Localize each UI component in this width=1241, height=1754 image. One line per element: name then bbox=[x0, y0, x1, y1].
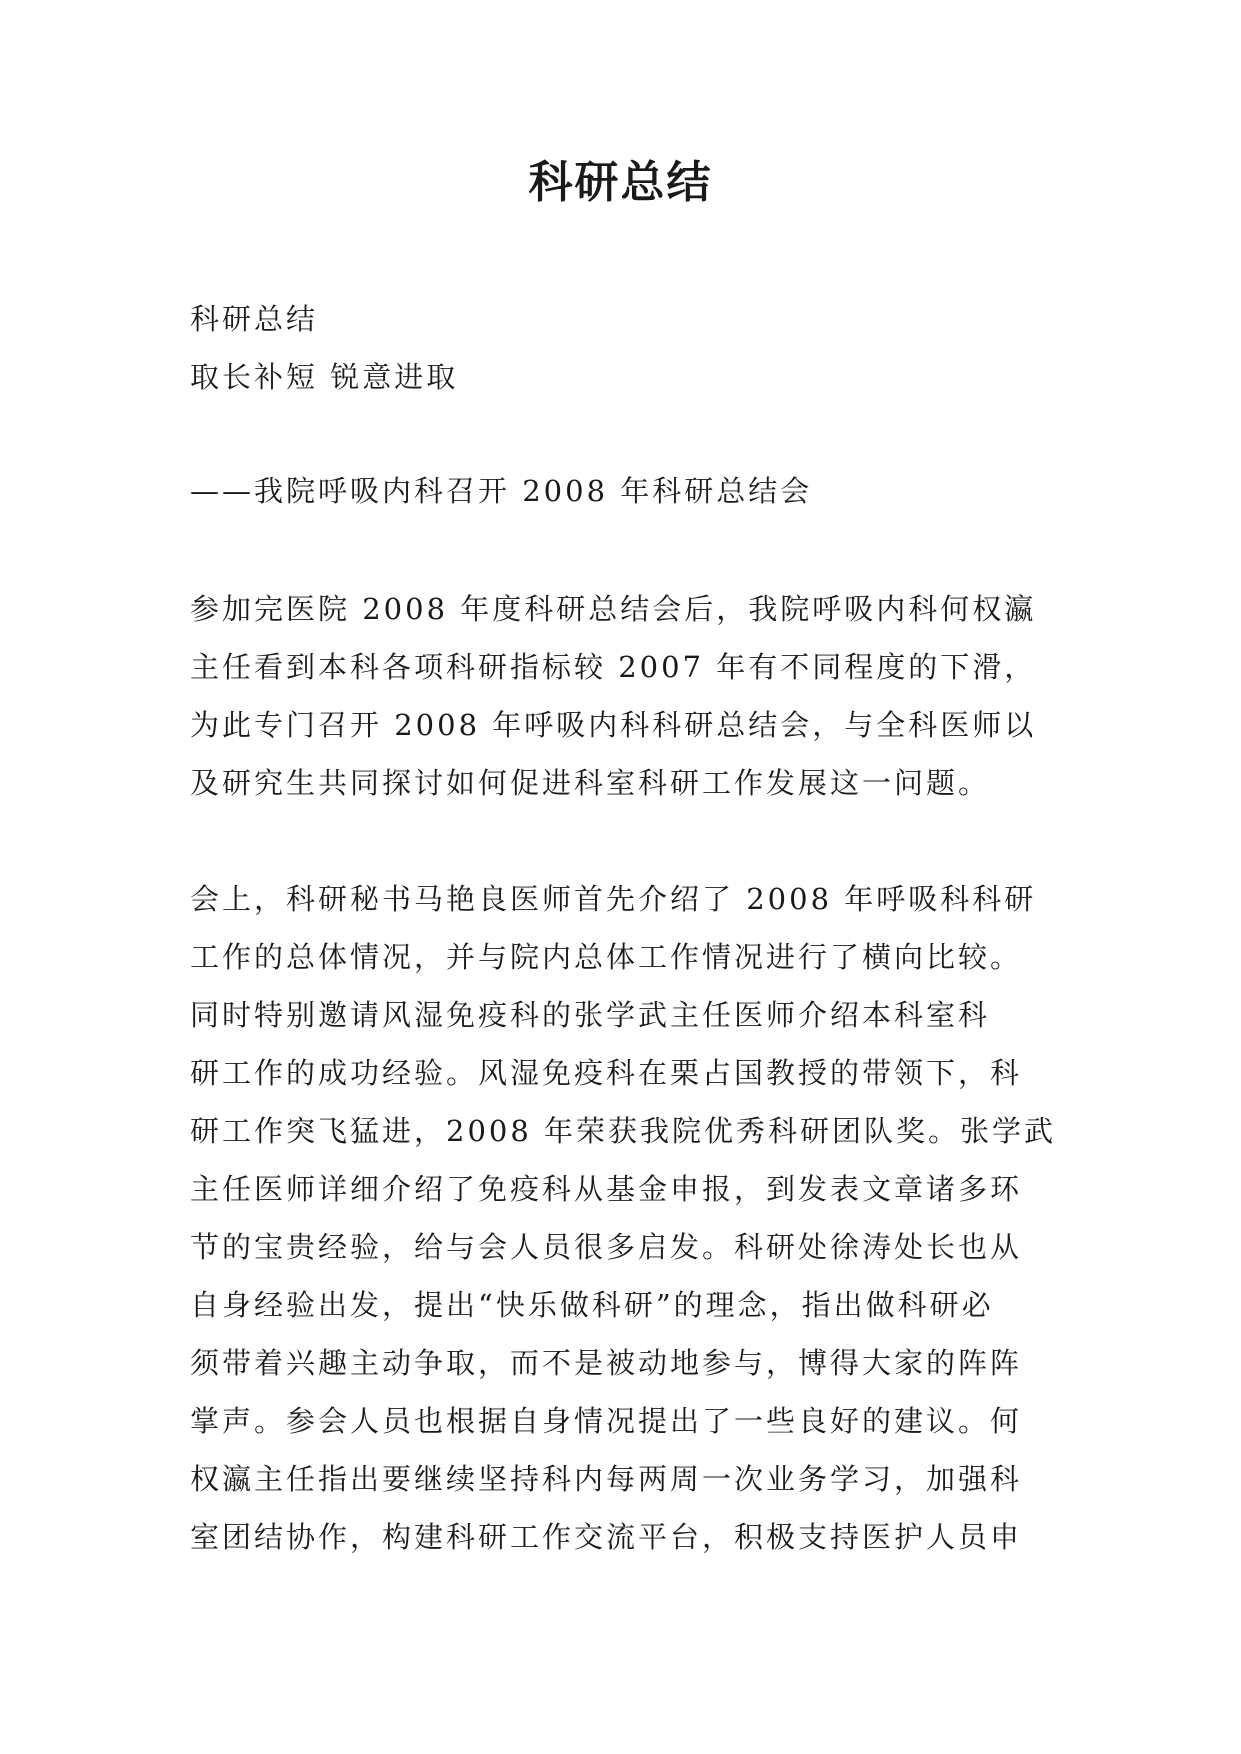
paragraph-line: 及研究生共同探讨如何促进科室科研工作发展这一问题。 bbox=[190, 766, 991, 800]
paragraph-line: 参加完医院 2008 年度科研总结会后，我院呼吸内科何权瀛 bbox=[190, 592, 1037, 626]
spacer bbox=[190, 520, 1060, 580]
subtitle-line: 取长补短 锐意进取 bbox=[190, 360, 459, 394]
paragraph-line: 主任看到本科各项科研指标较 2007 年有不同程度的下滑， bbox=[190, 650, 1037, 684]
paragraph-line: 须带着兴趣主动争取，而不是被动地参与，博得大家的阵阵 bbox=[190, 1346, 1023, 1380]
paragraph-line: 掌声。参会人员也根据自身情况提出了一些良好的建议。何 bbox=[190, 1404, 1023, 1438]
paragraph-line: 权瀛主任指出要继续坚持科内每两周一次业务学习，加强科 bbox=[190, 1462, 1023, 1496]
spacer bbox=[190, 812, 1060, 870]
paragraph-line: 研工作突飞猛进，2008 年荣获我院优秀科研团队奖。张学武 bbox=[190, 1114, 1057, 1148]
paragraph-line: 室团结协作，构建科研工作交流平台，积极支持医护人员申 bbox=[190, 1520, 1023, 1554]
paragraph-line: 工作的总体情况，并与院内总体工作情况进行了横向比较。 bbox=[190, 940, 1023, 974]
byline: ——我院呼吸内科召开 2008 年科研总结会 bbox=[190, 474, 813, 508]
paragraph-line: 节的宝贵经验，给与会人员很多启发。科研处徐涛处长也从 bbox=[190, 1230, 1023, 1264]
paragraph-2 bbox=[190, 870, 1060, 1566]
paragraph-line: 会上，科研秘书马艳良医师首先介绍了 2008 年呼吸科科研 bbox=[190, 882, 1037, 916]
paragraph-line: 为此专门召开 2008 年呼吸内科科研总结会，与全科医师以 bbox=[190, 708, 1037, 742]
document-body bbox=[190, 290, 1060, 1566]
spacer bbox=[190, 406, 1060, 462]
paragraph-line: 同时特别邀请风湿免疫科的张学武主任医师介绍本科室科 bbox=[190, 998, 991, 1032]
paragraph-line: 主任医师详细介绍了免疫科从基金申报，到发表文章诸多环 bbox=[190, 1172, 1023, 1206]
paragraph-1 bbox=[190, 580, 1060, 812]
subtitle-line: 科研总结 bbox=[190, 302, 319, 336]
paragraph-line: 自身经验出发，提出“快乐做科研”的理念，指出做科研必 bbox=[190, 1288, 994, 1322]
document-title: 科研总结 bbox=[528, 157, 713, 208]
paragraph-line: 研工作的成功经验。风湿免疫科在栗占国教授的带领下，科 bbox=[190, 1056, 1023, 1090]
